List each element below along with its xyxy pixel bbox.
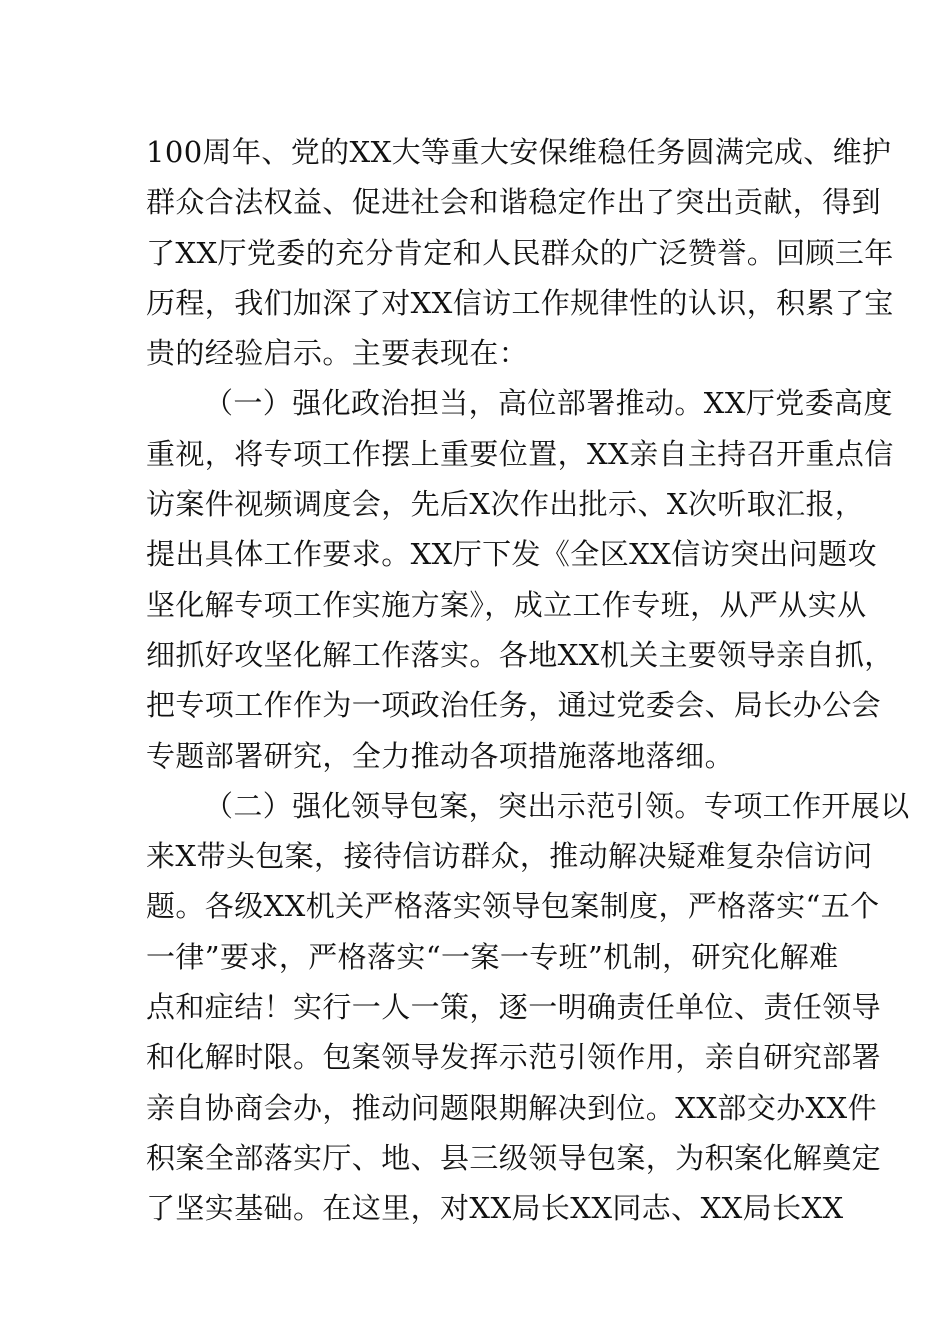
- body-text: [146, 127, 910, 1234]
- text-line: 历程，我们加深了对XX信访工作规律性的认识，积累了宝: [146, 285, 894, 320]
- text-line: 提出具体工作要求。XX厅下发《全区XX信访突出问题攻: [146, 537, 877, 572]
- text-line: 100周年、党的XX大等重大安保维稳任务圆满完成、维护: [146, 135, 892, 169]
- text-line: 细抓好攻坚化解工作落实。各地XX机关主要领导亲自抓，: [146, 637, 894, 672]
- text-line: 和化解时限。包案领导发挥示范引领作用，亲自研究部署: [146, 1040, 882, 1075]
- text-line: 了XX厅党委的充分肯定和人民群众的广泛赞誉。回顾三年: [146, 235, 894, 270]
- text-line: 贵的经验启示。主要表现在：: [146, 336, 529, 371]
- text-line: 积案全部落实厅、地、县三级领导包案，为积案化解奠定: [146, 1140, 882, 1175]
- text-line: 题。各级XX机关严格落实领导包案制度，严格落实“五个: [146, 889, 880, 924]
- text-line: 来X带头包案，接待信访群众，推动解决疑难复杂信访问: [146, 839, 873, 874]
- text-line: 点和症结！实行一人一策，逐一明确责任单位、责任领导: [146, 990, 882, 1025]
- text-line: 了坚实基础。在这里，对XX局长XX同志、XX局长XX: [146, 1191, 844, 1226]
- text-line: 访案件视频调度会，先后X次作出批示、X次听取汇报，: [146, 487, 865, 522]
- text-line: （一）强化政治担当，高位部署推动。XX厅党委高度: [204, 386, 893, 421]
- text-line: 专题部署研究，全力推动各项措施落地落细。: [146, 738, 735, 773]
- text-line: 一律”要求，严格落实“一案一专班”机制，研究化解难: [146, 939, 839, 974]
- text-line: 群众合法权益、促进社会和谐稳定作出了突出贡献，得到: [146, 185, 882, 220]
- text-line: 重视，将专项工作摆上重要位置，XX亲自主持召开重点信: [146, 436, 894, 471]
- text-line: 坚化解专项工作实施方案》，成立工作专班，从严从实从: [146, 587, 867, 622]
- text-line: 把专项工作作为一项政治任务，通过党委会、局长办公会: [146, 688, 882, 723]
- text-line: 亲自协商会办，推动问题限期解决到位。XX部交办XX件: [146, 1090, 877, 1125]
- text-line: （二）强化领导包案，突出示范引领。专项工作开展以: [204, 788, 910, 823]
